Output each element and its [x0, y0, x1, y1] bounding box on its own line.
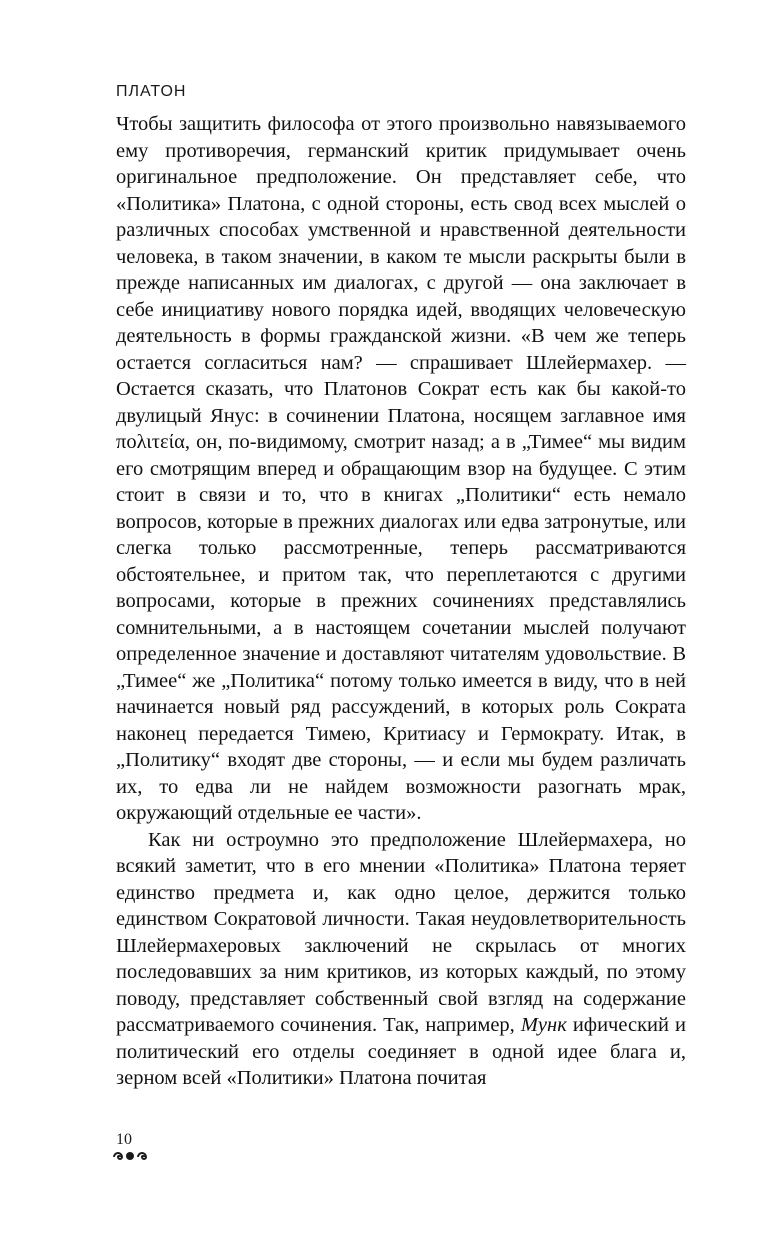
paragraph-text: Чтобы защитить философа от этого произвольно навязываемого ему противоречия, германский критик придумывает очень оригинальное предположение. Он представляет себе, что «Политика» Платона, с одной стороны, есть свод всех мыслей о различных способах умственной и нравственной деятельности человека, в таком значении, в каком те мысли раскрыты были в прежде написанных им диалогах, с другой — она заключает в себе инициативу нового порядка идей, вводящих человеческую деятельность в формы гражданской жизни. «В чем же теперь остается согласиться нам? — спрашивает Шлейермахер. — Остается сказать, что Платонов Сократ есть как бы какой-то двулицый Янус: в сочинении Платона, носящем заглавное имя πολιτεία, он, по-видимому, смотрит назад; а в „Тимее“ мы видим его смотрящим вперед и обращающим взор на будущее. С этим стоит в связи и то, что в книгах „Политики“ есть немало вопросов, которые в прежних диалогах или едва затронутые, или слегка только рассмотренные, теперь рассматриваются обстоятельнее, и притом так, что переплетаются с другими вопросами, которые в прежних сочинениях представлялись сомнительными, а в настоящем сочетании мыслей получают определенное значение и доставляют читателям удовольствие. В „Тимее“ же „Политика“ потому только имеется в виду, что в ней начинается новый ряд рассуждений, в которых роль Сократа наконец передается Тимею, Критиасу и Гермократу. Итак, в „Политику“ входят две стороны, — и если мы будем различать их, то едва ли не найдем возможности разогнать мрак, окружающий отдельные ее части». — [116, 113, 686, 824]
running-head: ПЛАТОН — [116, 83, 187, 100]
paragraph-text: Как ни остроумно это предположение Шлейермахера, но всякий заметит, что в его мнении «Политика» Платона теряет единство предмета и, как одно целое, держится только единством Сократовой личности. Такая неудовлетворительность Шлейермахеровых заключений не скрылась от многих последовавших за ним критиков, из которых каждый, по этому поводу, представляет собственный свой взгляд на содержание рассматриваемого сочинения. Так, например, — [116, 828, 686, 1036]
ornament-icon — [112, 1150, 148, 1162]
author-name-italic: Мунк — [520, 1014, 567, 1036]
paragraph — [116, 111, 686, 827]
paragraph — [116, 827, 686, 1092]
paragraph-text: ифический и политический его отделы соединяет в одной идее блага и, зерном всей «Политики» Платона почитая — [116, 1014, 686, 1089]
body-text — [116, 111, 686, 1092]
page-number: 10 — [116, 1131, 132, 1148]
